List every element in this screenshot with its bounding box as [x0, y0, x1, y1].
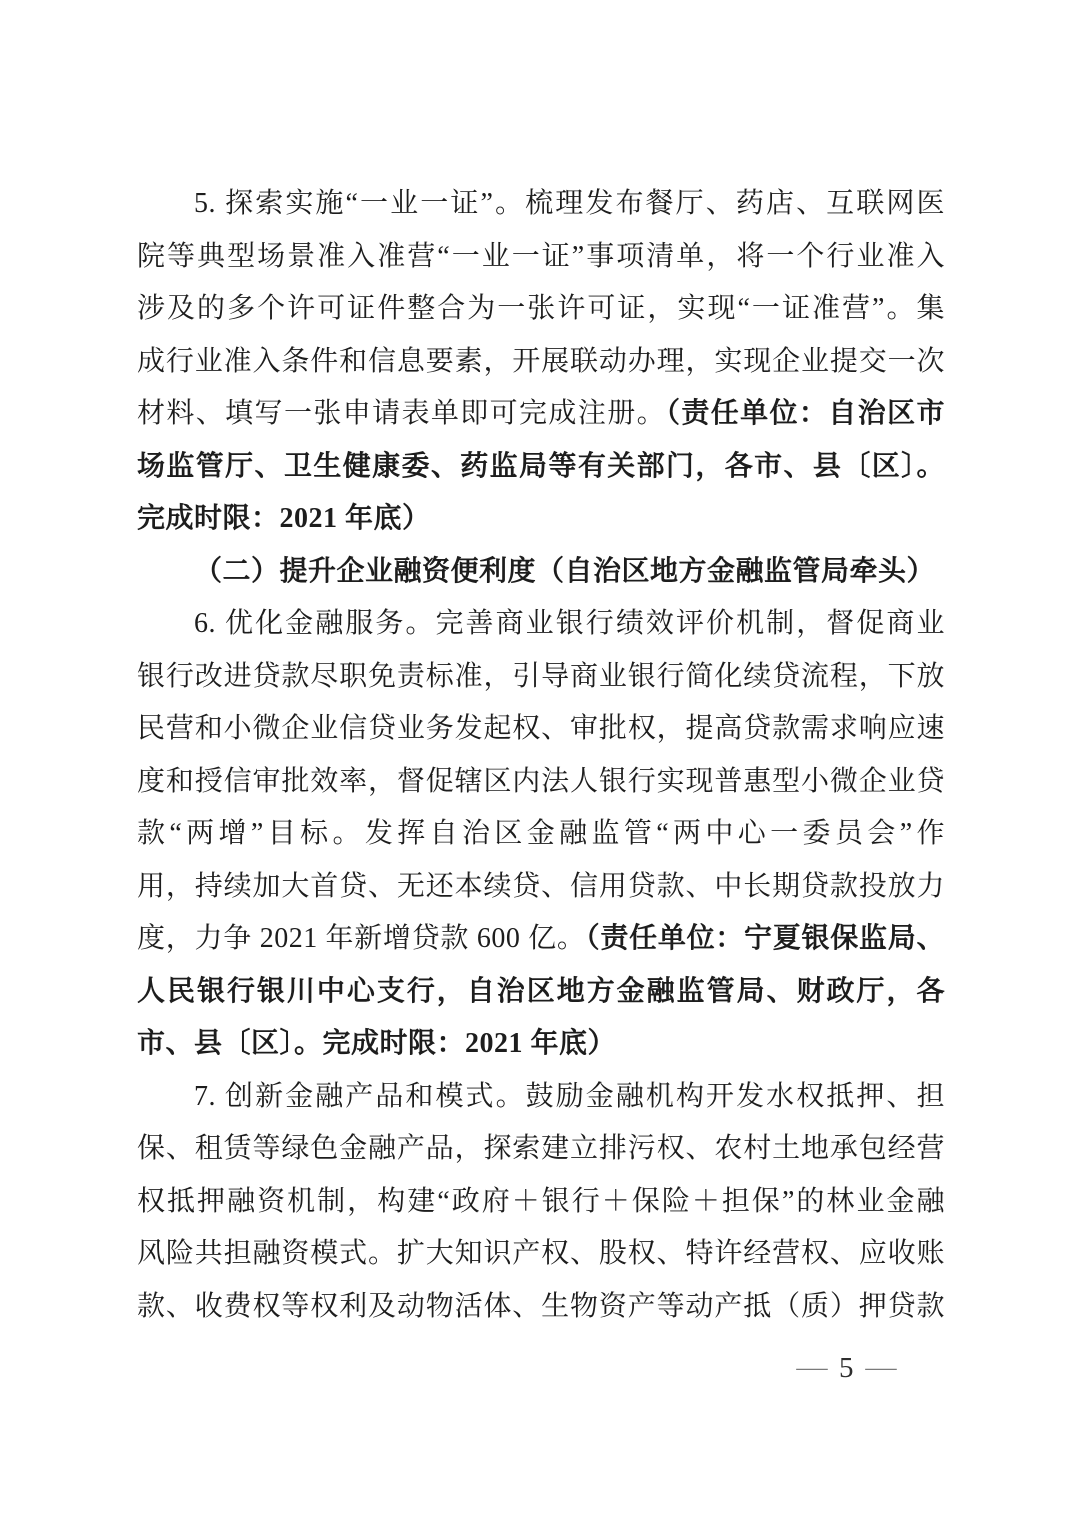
bold-text-segment: （责任单位：自治区市: [665, 398, 945, 429]
text-line: [137, 336, 945, 389]
text-segment: 院等典型场景准入准营“一业一证”事项清单，将一个行业准入: [137, 240, 945, 272]
text-segment: 度和授信审批效率，督促辖区内法人银行实现普惠型小微企业贷: [137, 765, 945, 797]
text-segment: 7. 创新金融产品和模式。鼓励金融机构开发水权抵押、担: [194, 1080, 945, 1112]
text-segment: 权抵押融资机制，构建“政府＋银行＋保险＋担保”的林业金融: [137, 1185, 945, 1217]
bold-text-segment: 完成时限：2021 年底）: [137, 503, 431, 534]
bold-text-segment: （二）提升企业融资便利度（自治区地方金融监管局牵头）: [194, 555, 936, 587]
bold-text-segment: 场监管厅、卫生健康委、药监局等有关部门，各市、县〔区〕。: [137, 450, 945, 482]
text-line: [137, 178, 945, 231]
text-line: [137, 1228, 945, 1281]
text-line: [137, 1071, 945, 1124]
text-line: [137, 283, 945, 336]
text-line: [137, 703, 945, 756]
text-line: [137, 913, 945, 966]
text-segment: 风险共担融资模式。扩大知识产权、股权、特许经营权、应收账: [137, 1238, 945, 1269]
text-segment: 银行改进贷款尽职免责标准，引导商业银行简化续贷流程，下放: [137, 660, 945, 692]
text-segment: 保、租赁等绿色金融产品，探索建立排污权、农村土地承包经营: [137, 1133, 945, 1164]
text-segment: 款“两增”目标。发挥自治区金融监管“两中心一委员会”作: [137, 818, 945, 849]
text-line: [137, 546, 945, 599]
bold-text-segment: （责任单位：宁夏银保监局、: [585, 923, 945, 954]
document-body: [137, 178, 945, 1333]
text-segment: 成行业准入条件和信息要素，开展联动办理，实现企业提交一次: [137, 345, 945, 377]
text-line: [137, 1176, 945, 1229]
text-line: [137, 388, 945, 441]
text-line: [137, 966, 945, 1019]
text-line: [137, 1018, 945, 1071]
text-segment: 用，持续加大首贷、无还本续贷、信用贷款、中长期贷款投放力: [137, 870, 945, 902]
text-segment: 6. 优化金融服务。完善商业银行绩效评价机制，督促商业: [194, 608, 945, 639]
text-line: [137, 598, 945, 651]
page-footer: [796, 1350, 897, 1386]
text-line: [137, 441, 945, 494]
text-line: [137, 231, 945, 284]
text-segment: 涉及的多个许可证件整合为一张许可证，实现“一证准营”。集: [137, 293, 945, 324]
text-segment: 款、收费权等权利及动物活体、生物资产等动产抵（质）押贷款: [137, 1290, 945, 1322]
text-line: [137, 651, 945, 704]
text-line: [137, 493, 945, 546]
text-segment: 5. 探索实施“一业一证”。梳理发布餐厅、药店、互联网医: [194, 188, 945, 219]
text-segment: 度，力争 2021 年新增贷款 600 亿。: [137, 923, 586, 954]
page-number: 5: [839, 1351, 854, 1384]
bold-text-segment: 市、县〔区〕。完成时限：2021 年底）: [137, 1028, 617, 1059]
text-line: [137, 861, 945, 914]
footer-dash-left: —: [796, 1354, 828, 1381]
text-line: [137, 1123, 945, 1176]
footer-dash-right: —: [864, 1354, 897, 1381]
text-segment: 民营和小微企业信贷业务发起权、审批权，提高贷款需求响应速: [137, 713, 945, 744]
text-line: [137, 1281, 945, 1334]
text-line: [137, 808, 945, 861]
bold-text-segment: 人民银行银川中心支行，自治区地方金融监管局、财政厅，各: [137, 975, 945, 1007]
text-segment: 材料、填写一张申请表单即可完成注册。: [137, 398, 666, 429]
text-line: [137, 756, 945, 809]
